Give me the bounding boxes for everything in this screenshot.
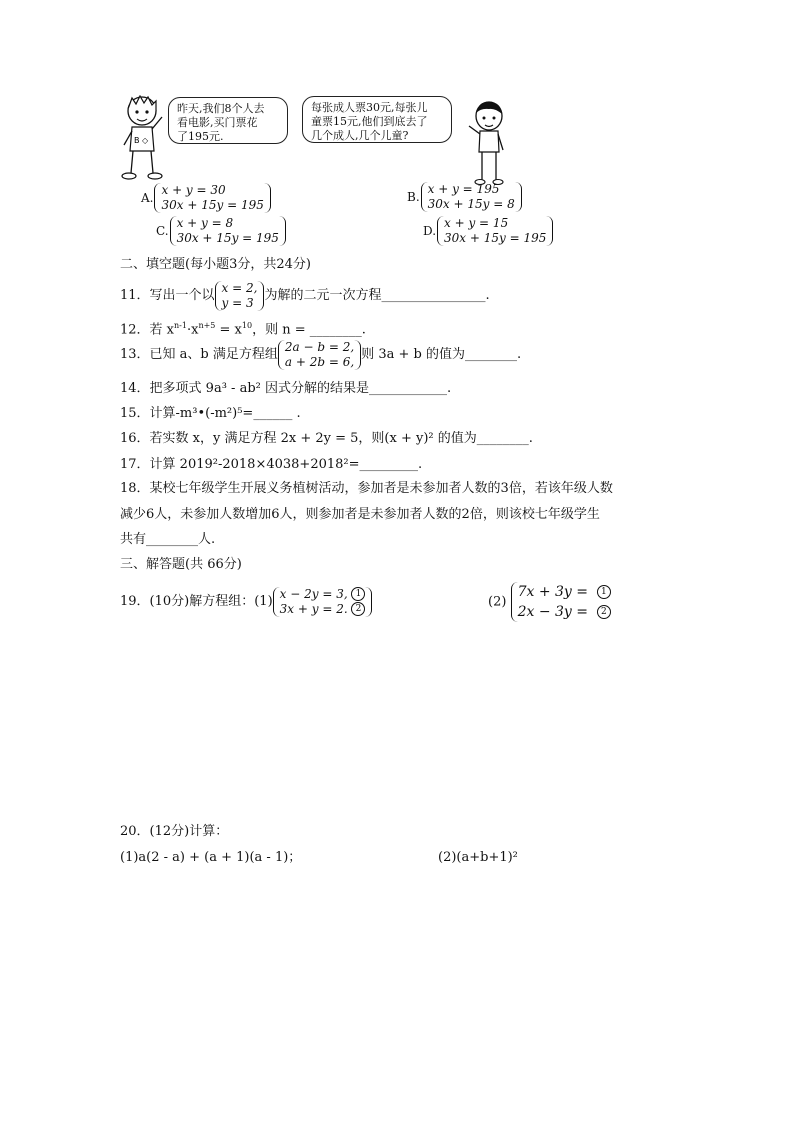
option-d-system <box>437 216 553 246</box>
question-14: 14．把多项式 9a³ - ab² 因式分解的结果是____________. <box>120 381 452 396</box>
question-13 <box>120 338 521 372</box>
q19-eq2: 3x + y = 2. <box>279 601 348 616</box>
option-a[interactable] <box>141 183 271 213</box>
question-18-line-2: 减少6人，未参加人数增加6人，则参加者是未参加者人数的2倍，则该校七年级学生 <box>120 507 600 522</box>
speech-bubble-left <box>168 97 288 144</box>
q12-mid-2: = x <box>215 322 242 338</box>
bubble-right-line-3: 几个成人,几个儿童? <box>311 129 409 142</box>
section-2-heading: 二、填空题(每小题3分，共24分) <box>120 257 311 272</box>
option-b[interactable] <box>407 182 522 212</box>
option-c-label: C. <box>156 224 169 238</box>
q11-eq1: x = 2, <box>221 280 258 295</box>
q13-prefix: 13．已知 a、b 满足方程组 <box>120 347 278 362</box>
bubble-left-line-2: 看电影,买门票花 <box>177 116 258 129</box>
bubble-left-line-1: 昨天,我们8个人去 <box>177 102 265 115</box>
question-19-part-2 <box>488 582 617 622</box>
q19-eq3: 7x + 3y = <box>517 584 588 600</box>
q19-system-2 <box>511 582 617 622</box>
q12-exp-3: 10 <box>241 321 253 330</box>
boy-right-illustration <box>465 100 513 188</box>
option-b-label: B. <box>407 190 420 204</box>
q11-suffix: 为解的二元一次方程________________. <box>264 288 490 303</box>
option-c[interactable] <box>156 216 286 246</box>
question-19 <box>120 584 372 620</box>
q19-part-2-label: (2) <box>488 594 507 610</box>
q19-eq4: 2x − 3y = <box>517 604 588 620</box>
q12-prefix: 12．若 x <box>120 322 175 338</box>
q12-exp-1: n-1 <box>174 321 187 330</box>
question-18-line-3: 共有________人. <box>120 532 216 547</box>
option-d[interactable] <box>423 216 553 246</box>
q13-suffix: 则 3a + b 的值为________. <box>361 347 522 362</box>
question-18-line-1: 18．某校七年级学生开展义务植树活动，参加者是未参加者人数的3倍，若该年级人数 <box>120 481 613 496</box>
option-a-label: A. <box>141 191 154 205</box>
option-c-eq1: x + y = 8 <box>176 216 234 230</box>
circle-2-marker-2: 2 <box>597 605 611 619</box>
question-20-part-2: (2)(a+b+1)² <box>438 850 518 865</box>
option-c-eq2: 30x + 15y = 195 <box>176 231 279 245</box>
question-12 <box>120 318 366 338</box>
circle-2-marker: 2 <box>351 602 365 616</box>
question-20-title: 20．(12分)计算： <box>120 824 229 839</box>
q13-eq2: a + 2b = 6, <box>284 354 355 369</box>
q13-system <box>278 340 361 370</box>
section-3-heading: 三、解答题(共 66分) <box>120 557 242 572</box>
bubble-left-line-3: 了195元. <box>177 130 224 143</box>
q19-system-1 <box>273 587 373 617</box>
q11-system <box>215 281 265 311</box>
option-b-eq2: 30x + 15y = 8 <box>427 197 515 211</box>
option-b-eq1: x + y = 195 <box>427 182 500 196</box>
option-d-label: D. <box>423 224 437 238</box>
q12-mid: ·x <box>186 322 199 338</box>
question-20-part-1: (1)a(2 - a) + (a + 1)(a - 1)； <box>120 850 302 865</box>
q11-eq2: y = 3 <box>221 295 254 310</box>
option-d-eq2: 30x + 15y = 195 <box>444 231 547 245</box>
q12-suffix: ，则 n = ________. <box>252 322 366 338</box>
svg-text:B ◇: B ◇ <box>134 136 149 145</box>
option-a-eq2: 30x + 15y = 195 <box>161 198 264 212</box>
question-17: 17．计算 2019²-2018×4038+2018²=_________. <box>120 457 423 472</box>
question-16: 16．若实数 x，y 满足方程 2x + 2y = 5，则(x + y)² 的值为________. <box>120 431 533 446</box>
option-d-eq1: x + y = 15 <box>444 216 509 230</box>
bubble-right-line-1: 每张成人票30元,每张儿 <box>311 101 428 114</box>
q19-eq1: x − 2y = 3, <box>279 586 348 601</box>
q13-eq1: 2a − b = 2, <box>284 339 355 354</box>
q11-prefix: 11．写出一个以 <box>120 288 215 303</box>
circle-1-marker-2: 1 <box>597 585 611 599</box>
q19-prefix: 19．(10分)解方程组：(1) <box>120 594 273 609</box>
option-a-system <box>154 183 270 213</box>
option-a-eq1: x + y = 30 <box>161 183 226 197</box>
boy-left-illustration <box>118 95 168 183</box>
option-b-system <box>421 182 522 212</box>
circle-1-marker: 1 <box>351 587 365 601</box>
option-c-system <box>170 216 286 246</box>
question-15: 15．计算-m³•(-m²)⁵=______ . <box>120 406 301 421</box>
speech-bubble-right <box>302 96 452 143</box>
question-11 <box>120 279 490 313</box>
bubble-right-line-2: 童票15元,他们到底去了 <box>311 115 428 128</box>
q12-exp-2: n+5 <box>198 321 216 330</box>
